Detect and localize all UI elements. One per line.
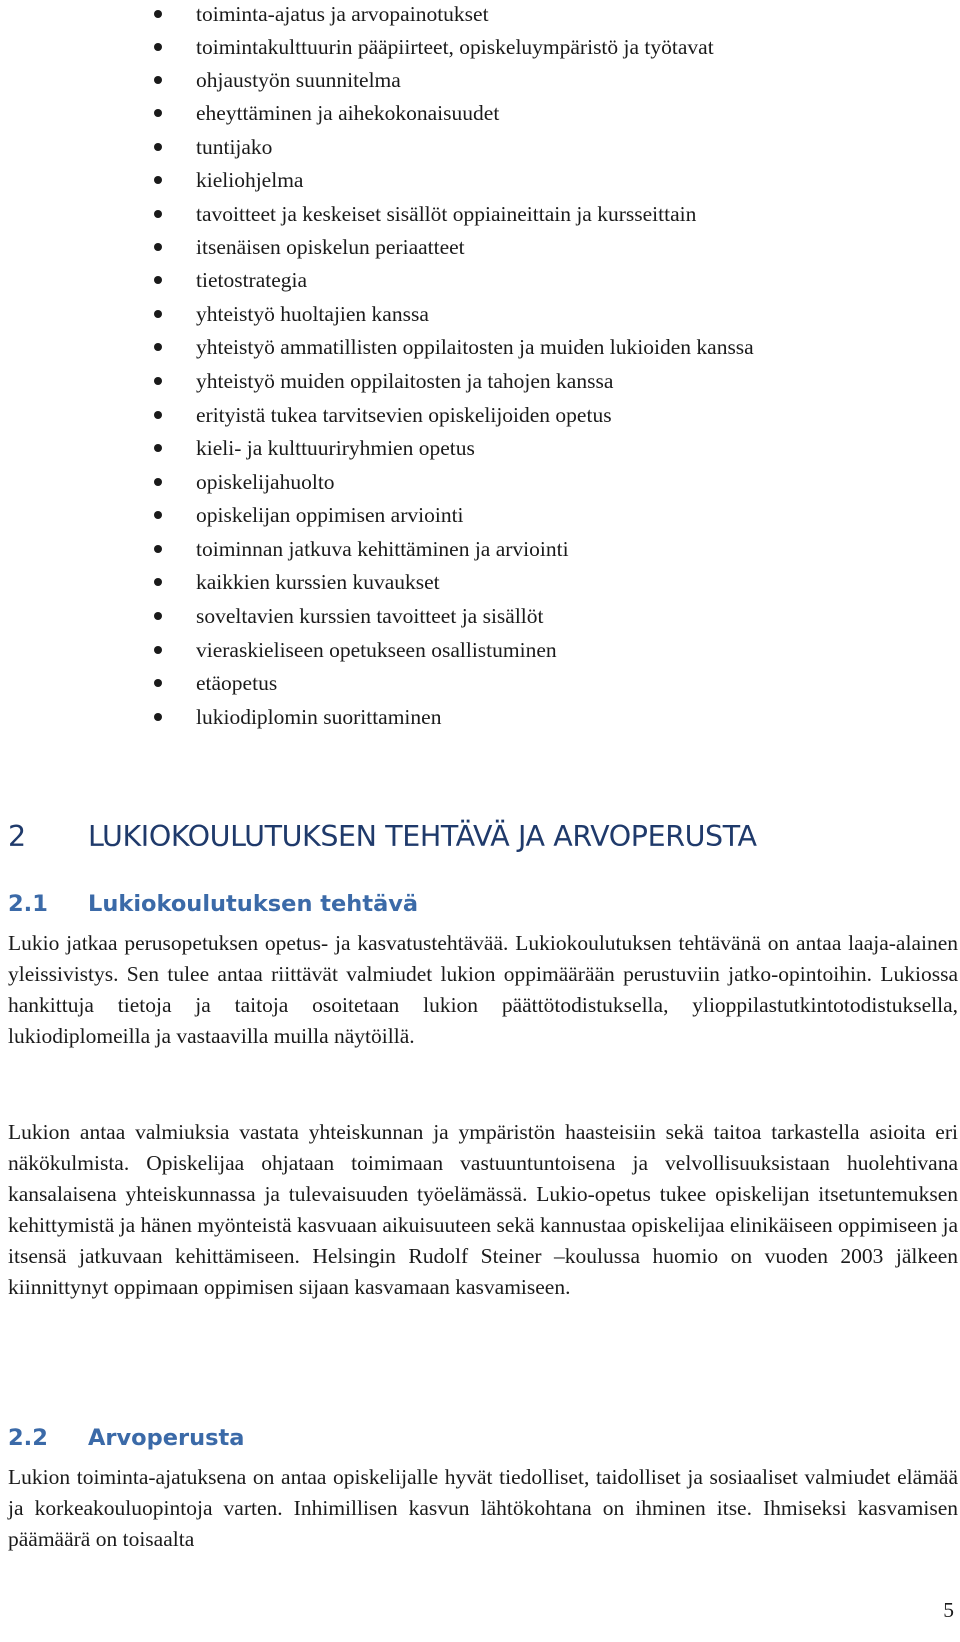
list-item: tuntijako [0, 131, 960, 163]
list-item: toiminta-ajatus ja arvopainotukset [0, 0, 960, 30]
bullet-dot-icon [154, 646, 162, 654]
bullet-dot-icon [154, 444, 162, 452]
bullet-dot-icon [154, 76, 162, 84]
subsection-heading-2-1 [8, 891, 418, 917]
list-item: ohjaustyön suunnitelma [0, 64, 960, 96]
subsection-heading-2-2 [8, 1425, 244, 1451]
page-number: 5 [943, 1598, 954, 1622]
bullet-dot-icon [154, 276, 162, 284]
section-title: LUKIOKOULUTUKSEN TEHTÄVÄ JA ARVOPERUSTA [88, 820, 757, 853]
bullet-dot-icon [154, 109, 162, 117]
list-item: etäopetus [0, 667, 960, 699]
bullet-dot-icon [154, 310, 162, 318]
list-item: toiminnan jatkuva kehittäminen ja arviointi [0, 533, 960, 565]
list-item: vieraskieliseen opetukseen osallistuminen [0, 634, 960, 666]
list-item: toimintakulttuurin pääpiirteet, opiskeluympäristö ja työtavat [0, 31, 960, 63]
subsection-number: 2.1 [8, 891, 48, 917]
bullet-dot-icon [154, 243, 162, 251]
bullet-dot-icon [154, 143, 162, 151]
subsection-title: Lukiokoulutuksen tehtävä [88, 891, 419, 917]
bullet-dot-icon [154, 545, 162, 553]
paragraph: Lukion toiminta-ajatuksena on antaa opiskelijalle hyvät tiedolliset, taidolliset ja sosiaaliset valmiudet elämää ja korkeakouluopintoja varten. Inhimillisen kasvun lähtökohtana on ihminen itse. Ihmiseksi kasvamisen päämäärä on toisaalta [8, 1465, 958, 1551]
bullet-dot-icon [154, 377, 162, 385]
bullet-dot-icon [154, 511, 162, 519]
list-item: kieliohjelma [0, 164, 960, 196]
list-item: kieli- ja kulttuuriryhmien opetus [0, 432, 960, 464]
list-item: eheyttäminen ja aihekokonaisuudet [0, 97, 960, 129]
bullet-dot-icon [154, 679, 162, 687]
section-heading [8, 820, 757, 853]
list-item: tavoitteet ja keskeiset sisällöt oppiaineittain ja kursseittain [0, 198, 960, 230]
bullet-dot-icon [154, 43, 162, 51]
subsection-number: 2.2 [8, 1425, 48, 1451]
list-item: opiskelijahuolto [0, 466, 960, 498]
list-item: yhteistyö huoltajien kanssa [0, 298, 960, 330]
bullet-dot-icon [154, 478, 162, 486]
list-item: yhteistyö muiden oppilaitosten ja tahojen kanssa [0, 365, 960, 397]
paragraph: Lukion antaa valmiuksia vastata yhteiskunnan ja ympäristön haasteisiin sekä taitoa tarkastella asioita eri näkökulmista. Opiskelijaa ohjataan toimimaan vastuuntuntoisena ja velvollisuuksistaan huolehtivana kansalaisena yhteiskunnassa ja tulevaisuuden työelämässä. Lukio-opetus tukee opiskelijan itsetuntemuksen kehittymistä ja hänen myönteistä kasvuaan aikuisuuteen sekä kannustaa opiskelijaa elinikäiseen oppimiseen ja itsensä jatkuvaan kehittämiseen. Helsingin Rudolf Steiner –koulussa huomio on vuoden 2003 jälkeen kiinnittynyt oppimaan oppimisen sijaan kasvamaan kasvamiseen. [8, 1120, 958, 1299]
list-item: yhteistyö ammatillisten oppilaitosten ja muiden lukioiden kanssa [0, 331, 960, 363]
list-item: itsenäisen opiskelun periaatteet [0, 231, 960, 263]
bullet-dot-icon [154, 411, 162, 419]
list-item: tietostrategia [0, 264, 960, 296]
section-number: 2 [8, 820, 26, 853]
list-item: opiskelijan oppimisen arviointi [0, 499, 960, 531]
bullet-dot-icon [154, 713, 162, 721]
bullet-dot-icon [154, 612, 162, 620]
bullet-dot-icon [154, 176, 162, 184]
bullet-dot-icon [154, 10, 162, 18]
list-item: lukiodiplomin suorittaminen [0, 701, 960, 733]
paragraph: Lukio jatkaa perusopetuksen opetus- ja kasvatustehtävää. Lukiokoulutuksen tehtävänä on antaa laaja-alainen yleissivistys. Sen tulee antaa riittävät valmiudet lukion oppimäärään perustuviin jatko-opintoihin. Lukiossa hankittuja tietoja ja taitoja osoitetaan lukion päättötodistuksella, ylioppilastutkintotodistuksella, lukiodiplomeilla ja vastaavilla muilla näytöillä. [8, 931, 958, 1048]
list-item: soveltavien kurssien tavoitteet ja sisällöt [0, 600, 960, 632]
list-item: kaikkien kurssien kuvaukset [0, 566, 960, 598]
bullet-dot-icon [154, 343, 162, 351]
bullet-dot-icon [154, 578, 162, 586]
list-item: erityistä tukea tarvitsevien opiskelijoiden opetus [0, 399, 960, 431]
subsection-title: Arvoperusta [88, 1425, 245, 1451]
bullet-dot-icon [154, 210, 162, 218]
